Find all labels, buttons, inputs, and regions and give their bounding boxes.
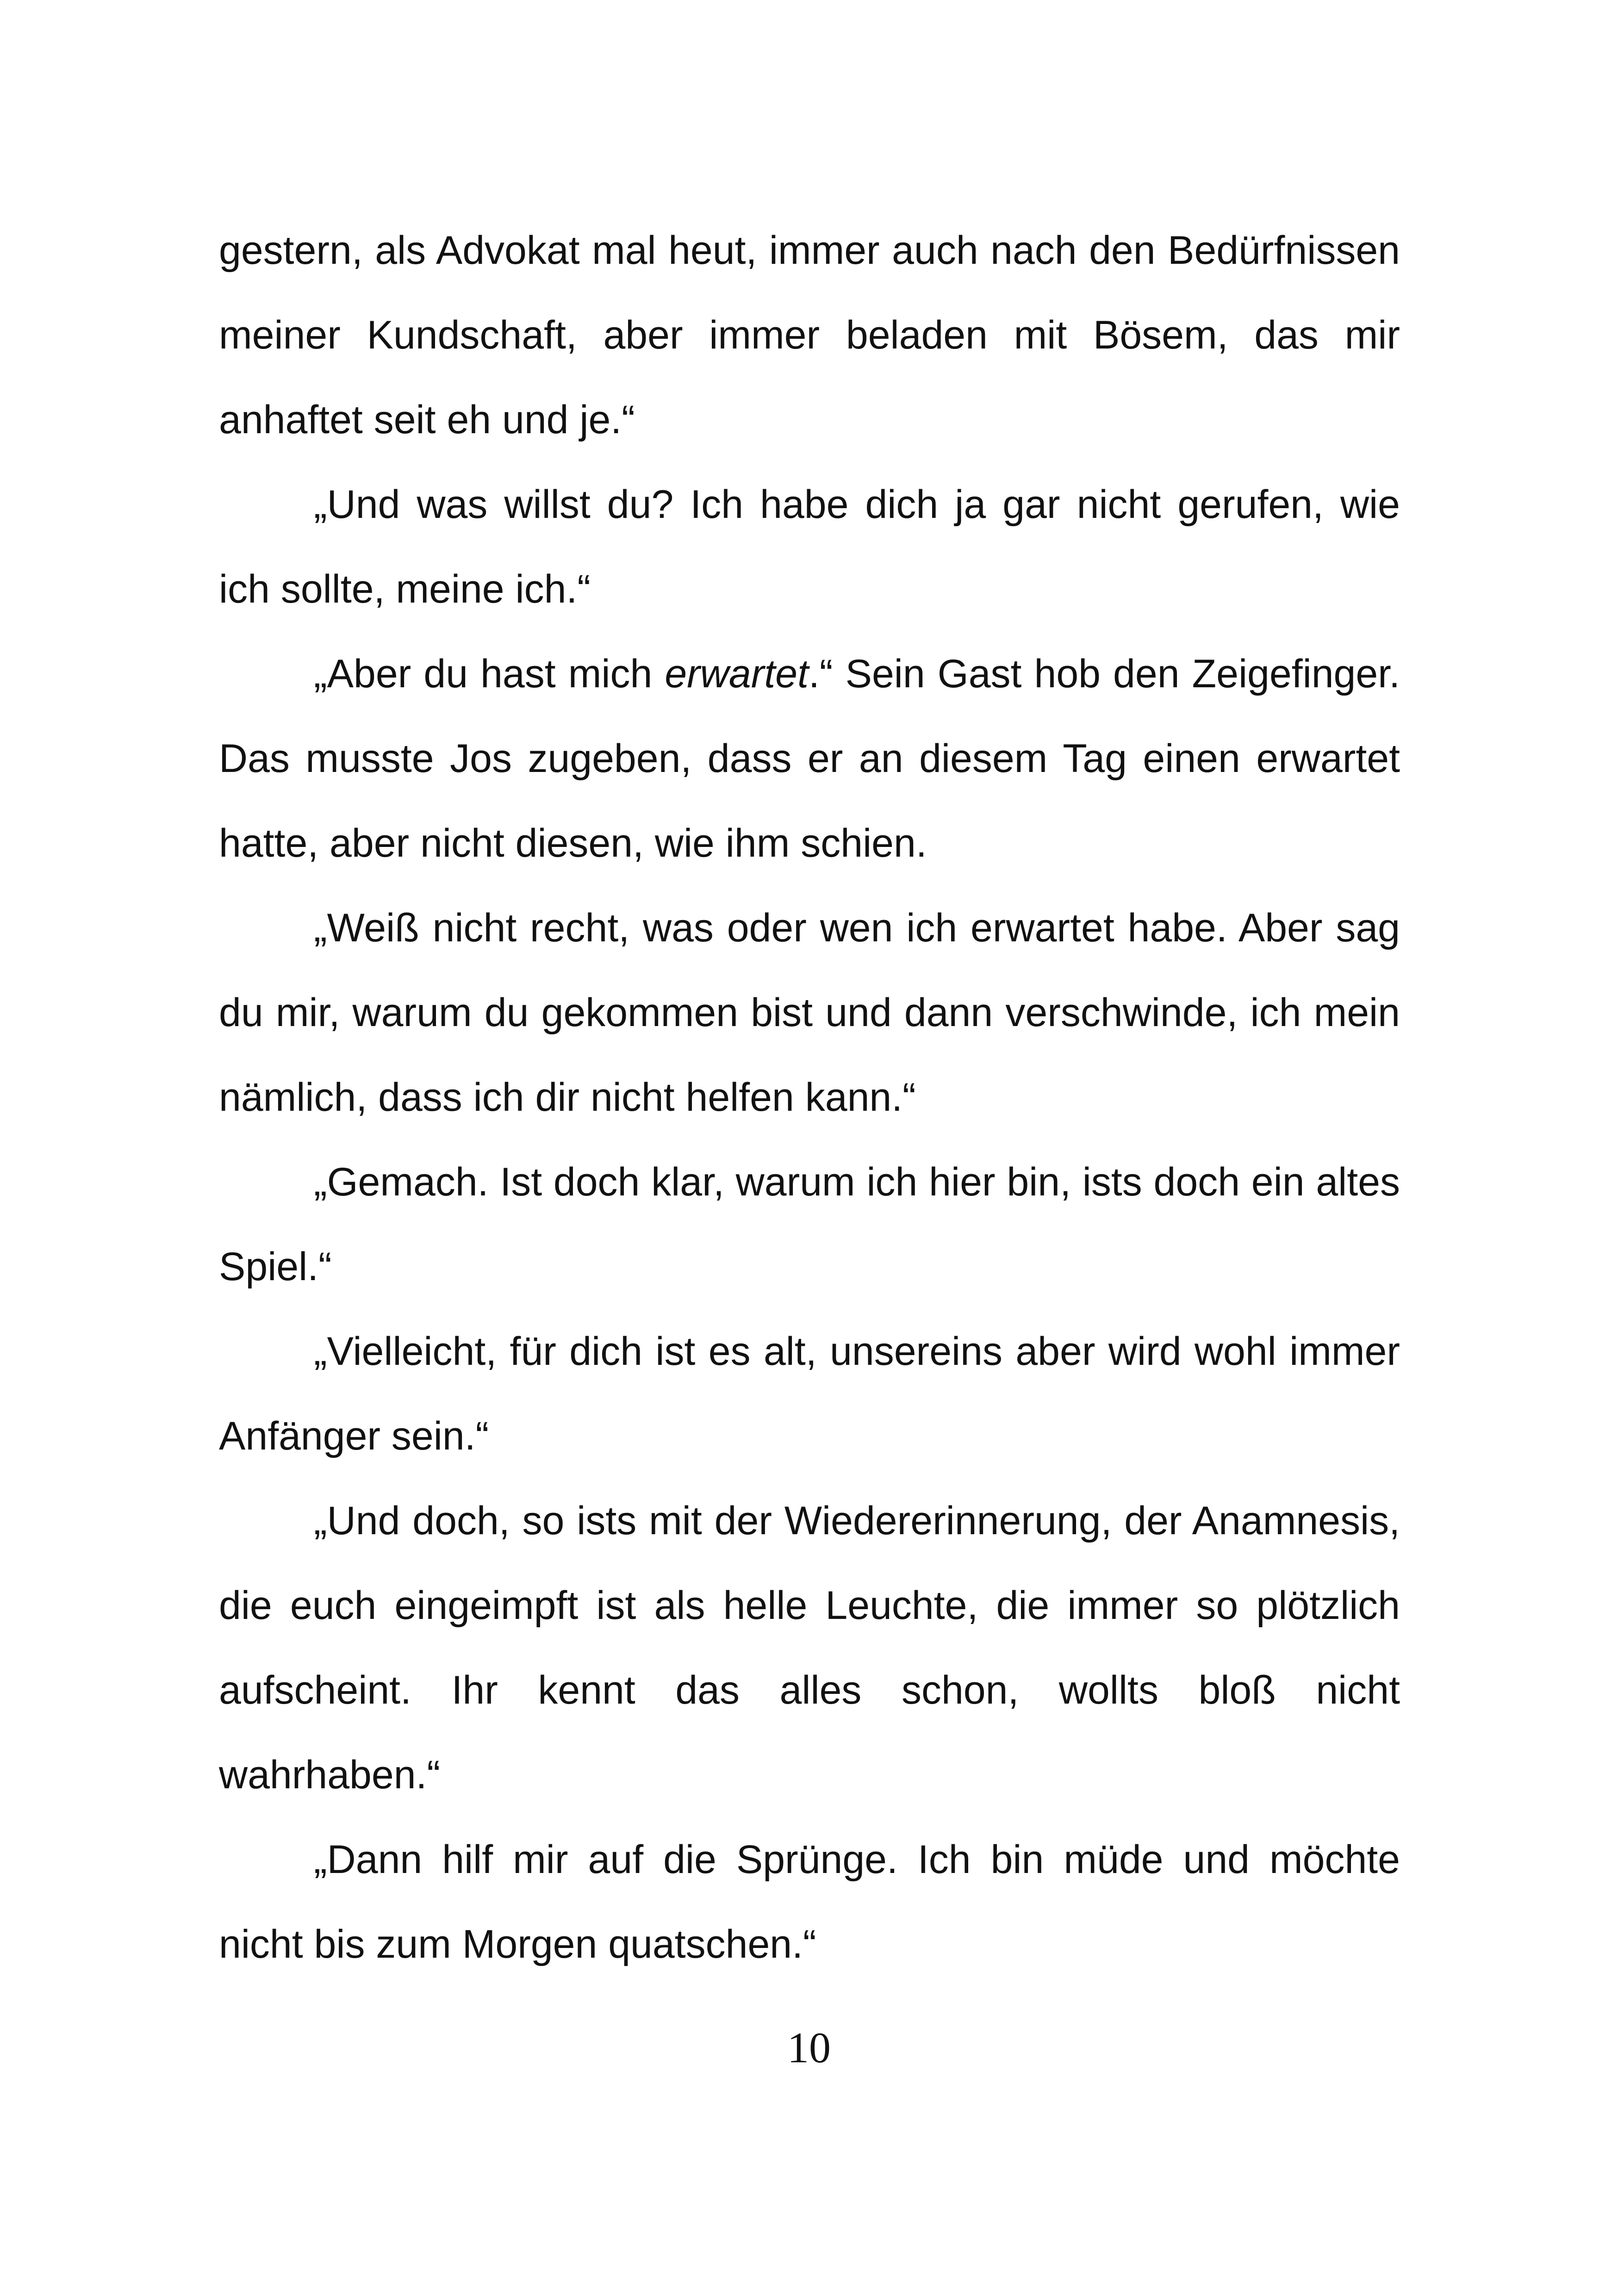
paragraph-3-text-b: .“ Sein Gast hob den Zeigefinger. Das musste Jos zugeben, dass er an diesem Tag einen erwartet hatte, aber nicht diesen, wie ihm schien. xyxy=(219,652,1400,865)
paragraph-6-text: „Vielleicht, für dich ist es alt, unsereins aber wird wohl immer Anfänger sein.“ xyxy=(219,1329,1400,1458)
paragraph-4-text: „Weiß nicht recht, was oder wen ich erwartet habe. Aber sag du mir, warum du gekommen bist und dann verschwinde, ich mein nämlich, dass ich dir nicht helfen kann.“ xyxy=(219,906,1400,1120)
paragraph-5 xyxy=(219,1140,1400,1309)
paragraph-7 xyxy=(219,1479,1400,1817)
paragraph-7-text: „Und doch, so ists mit der Wiedererinnerung, der Anamnesis, die euch eingeimpft ist als helle Leuchte, die immer so plötzlich aufscheint. Ihr kennt das alles schon, wollts bloß nicht wahrhaben.“ xyxy=(219,1499,1400,1797)
paragraph-8 xyxy=(219,1817,1400,1987)
paragraph-2-text: „Und was willst du? Ich habe dich ja gar nicht gerufen, wie ich sollte, meine ich.“ xyxy=(219,482,1400,611)
paragraph-2 xyxy=(219,462,1400,632)
paragraph-1-text: gestern, als Advokat mal heut, immer auch nach den Bedürfnissen meiner Kundschaft, aber immer beladen mit Bösem, das mir anhaftet seit eh und je.“ xyxy=(219,228,1400,442)
paragraph-1 xyxy=(219,208,1400,462)
paragraph-5-text: „Gemach. Ist doch klar, warum ich hier bin, ists doch ein altes Spiel.“ xyxy=(219,1160,1400,1289)
paragraph-3-text-a: „Aber du hast mich xyxy=(314,652,665,696)
body-text xyxy=(219,208,1400,1987)
paragraph-3 xyxy=(219,632,1400,886)
paragraph-3-italic-word: erwartet xyxy=(665,652,809,696)
paragraph-6 xyxy=(219,1309,1400,1479)
paragraph-8-text: „Dann hilf mir auf die Sprünge. Ich bin müde und möchte nicht bis zum Morgen quatschen.“ xyxy=(219,1837,1400,1966)
page-number: 10 xyxy=(787,2024,831,2072)
paragraph-4 xyxy=(219,886,1400,1140)
